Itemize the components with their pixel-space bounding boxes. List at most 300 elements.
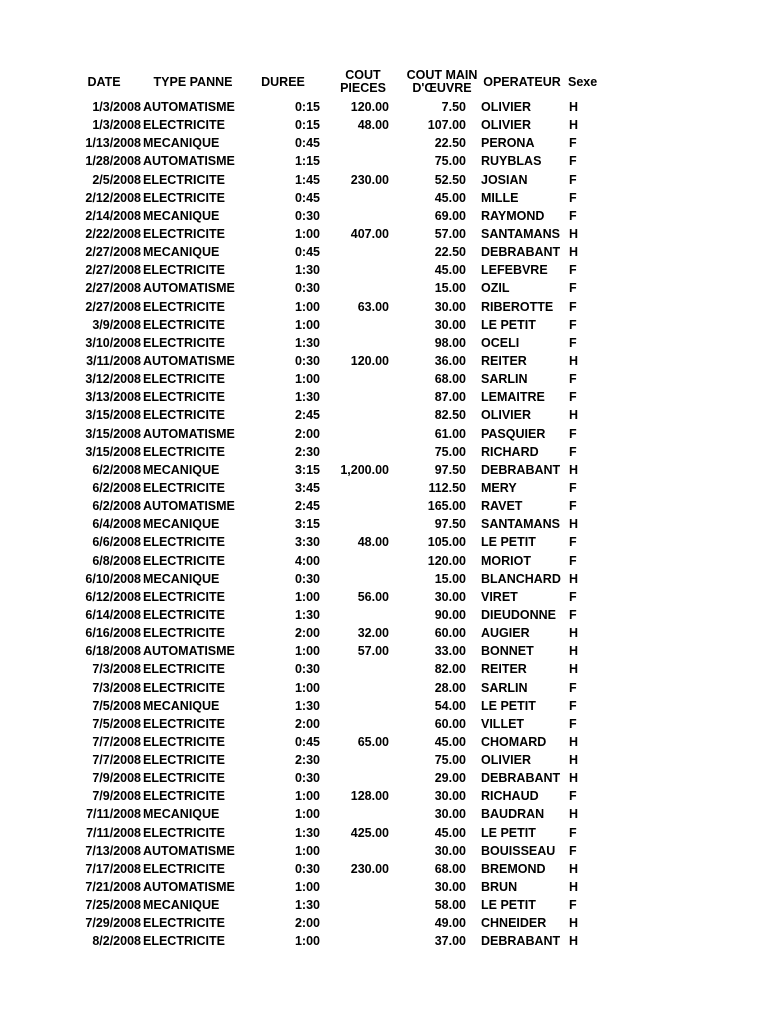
- cell-sexe: F: [569, 589, 577, 604]
- cell-duree: 1:30: [294, 898, 320, 913]
- cell-duree: 1:00: [294, 589, 320, 604]
- cell-sexe: H: [569, 626, 579, 641]
- cell-duree: 0:30: [294, 208, 320, 223]
- cell-duree: 2:00: [294, 426, 320, 441]
- cell-sexe: F: [569, 553, 577, 568]
- table-row: [0, 624, 768, 642]
- cell-cout-main-oeuvre: 90.00: [434, 607, 466, 622]
- cell-type-panne: ELECTRICITE: [143, 589, 225, 604]
- cell-sexe: F: [569, 499, 577, 514]
- cell-duree: 0:15: [294, 118, 320, 133]
- cell-duree: 1:30: [294, 825, 320, 840]
- cell-operateur: RIBEROTTE: [481, 299, 554, 314]
- cell-date: 2/27/2008: [85, 263, 141, 278]
- cell-date: 7/9/2008: [92, 789, 141, 804]
- cell-date: 7/3/2008: [92, 680, 141, 695]
- cell-cout-main-oeuvre: 30.00: [434, 589, 466, 604]
- cell-cout-pieces: 425.00: [350, 825, 389, 840]
- table-row: [0, 497, 768, 515]
- cell-operateur: LEFEBVRE: [481, 263, 548, 278]
- cell-operateur: REITER: [481, 353, 527, 368]
- cell-operateur: RICHAUD: [481, 789, 539, 804]
- cell-date: 3/15/2008: [85, 444, 141, 459]
- cell-duree: 2:30: [294, 753, 320, 768]
- cell-type-panne: MECANIQUE: [143, 807, 220, 822]
- cell-duree: 0:30: [294, 353, 320, 368]
- table-row: [0, 715, 768, 733]
- cell-type-panne: ELECTRICITE: [143, 335, 225, 350]
- cell-operateur: SARLIN: [481, 372, 528, 387]
- cell-cout-main-oeuvre: 28.00: [434, 680, 466, 695]
- header-operateur: OPERATEUR: [483, 74, 561, 89]
- cell-cout-main-oeuvre: 68.00: [434, 372, 466, 387]
- cell-cout-main-oeuvre: 49.00: [434, 916, 466, 931]
- cell-operateur: VIRET: [481, 589, 518, 604]
- table-row: [0, 896, 768, 914]
- cell-cout-pieces: 128.00: [350, 789, 389, 804]
- data-table-body: [0, 98, 768, 951]
- cell-cout-main-oeuvre: 30.00: [434, 880, 466, 895]
- cell-operateur: BAUDRAN: [481, 807, 545, 822]
- cell-operateur: CHNEIDER: [481, 916, 547, 931]
- cell-date: 2/14/2008: [85, 208, 141, 223]
- cell-cout-main-oeuvre: 61.00: [434, 426, 466, 441]
- cell-operateur: BREMOND: [481, 861, 546, 876]
- cell-operateur: MORIOT: [481, 553, 531, 568]
- table-row: [0, 207, 768, 225]
- cell-date: 6/2/2008: [92, 499, 141, 514]
- header-date: DATE: [87, 74, 121, 89]
- cell-operateur: LE PETIT: [481, 825, 536, 840]
- cell-duree: 1:00: [294, 644, 320, 659]
- cell-type-panne: AUTOMATISME: [143, 426, 235, 441]
- cell-date: 3/9/2008: [92, 317, 141, 332]
- cell-cout-pieces: 32.00: [357, 626, 389, 641]
- cell-duree: 1:30: [294, 263, 320, 278]
- cell-type-panne: MECANIQUE: [143, 517, 220, 532]
- cell-operateur: BRUN: [481, 880, 518, 895]
- cell-sexe: H: [569, 880, 579, 895]
- cell-sexe: F: [569, 680, 577, 695]
- table-row: [0, 515, 768, 533]
- cell-date: 3/10/2008: [85, 335, 141, 350]
- cell-cout-main-oeuvre: 45.00: [434, 825, 466, 840]
- cell-type-panne: ELECTRICITE: [143, 861, 225, 876]
- cell-sexe: H: [569, 644, 579, 659]
- cell-date: 2/22/2008: [85, 226, 141, 241]
- cell-type-panne: AUTOMATISME: [143, 880, 235, 895]
- table-row: [0, 588, 768, 606]
- cell-type-panne: ELECTRICITE: [143, 916, 225, 931]
- cell-type-panne: ELECTRICITE: [143, 680, 225, 695]
- cell-type-panne: AUTOMATISME: [143, 644, 235, 659]
- cell-type-panne: ELECTRICITE: [143, 190, 225, 205]
- cell-sexe: H: [569, 916, 579, 931]
- cell-operateur: RUYBLAS: [481, 154, 542, 169]
- cell-date: 7/9/2008: [92, 771, 141, 786]
- cell-duree: 2:00: [294, 716, 320, 731]
- cell-duree: 1:00: [294, 226, 320, 241]
- cell-type-panne: ELECTRICITE: [143, 317, 225, 332]
- table-row: [0, 697, 768, 715]
- cell-operateur: BLANCHARD: [481, 571, 561, 586]
- header-cout-main-oeuvre: COUT MAIN D'ŒUVRE: [406, 68, 478, 95]
- cell-duree: 0:30: [294, 662, 320, 677]
- cell-type-panne: ELECTRICITE: [143, 372, 225, 387]
- cell-duree: 1:00: [294, 807, 320, 822]
- cell-operateur: BONNET: [481, 644, 534, 659]
- table-row: [0, 751, 768, 769]
- cell-cout-main-oeuvre: 165.00: [427, 499, 466, 514]
- cell-operateur: PERONA: [481, 136, 535, 151]
- table-row: [0, 642, 768, 660]
- cell-sexe: H: [569, 462, 579, 477]
- cell-duree: 2:00: [294, 916, 320, 931]
- cell-cout-pieces: 230.00: [350, 172, 389, 187]
- cell-cout-pieces: 120.00: [350, 353, 389, 368]
- table-row: [0, 479, 768, 497]
- cell-type-panne: MECANIQUE: [143, 462, 220, 477]
- table-row: [0, 171, 768, 189]
- cell-duree: 1:00: [294, 789, 320, 804]
- cell-duree: 1:00: [294, 680, 320, 695]
- cell-duree: 3:30: [294, 535, 320, 550]
- cell-date: 6/4/2008: [92, 517, 141, 532]
- cell-cout-main-oeuvre: 15.00: [434, 281, 466, 296]
- cell-type-panne: ELECTRICITE: [143, 789, 225, 804]
- cell-cout-main-oeuvre: 69.00: [434, 208, 466, 223]
- cell-cout-main-oeuvre: 37.00: [434, 934, 466, 949]
- cell-date: 6/2/2008: [92, 462, 141, 477]
- cell-date: 7/11/2008: [86, 825, 141, 840]
- cell-date: 3/15/2008: [85, 408, 141, 423]
- cell-operateur: DIEUDONNE: [481, 607, 557, 622]
- cell-duree: 1:30: [294, 335, 320, 350]
- cell-cout-main-oeuvre: 45.00: [434, 734, 466, 749]
- cell-date: 8/2/2008: [92, 934, 141, 949]
- cell-cout-main-oeuvre: 33.00: [434, 644, 466, 659]
- cell-sexe: F: [569, 390, 577, 405]
- cell-cout-main-oeuvre: 54.00: [434, 698, 466, 713]
- cell-sexe: H: [569, 753, 579, 768]
- cell-date: 7/13/2008: [85, 843, 141, 858]
- cell-operateur: DEBRABANT: [481, 934, 561, 949]
- cell-date: 6/8/2008: [92, 553, 141, 568]
- cell-cout-pieces: 63.00: [357, 299, 389, 314]
- header-cout-pieces: COUT PIECES: [340, 68, 386, 95]
- cell-sexe: F: [569, 335, 577, 350]
- cell-cout-main-oeuvre: 97.50: [434, 462, 466, 477]
- cell-type-panne: ELECTRICITE: [143, 118, 225, 133]
- table-row: [0, 443, 768, 461]
- cell-sexe: H: [569, 245, 579, 260]
- cell-type-panne: ELECTRICITE: [143, 172, 225, 187]
- cell-type-panne: ELECTRICITE: [143, 716, 225, 731]
- cell-type-panne: MECANIQUE: [143, 698, 220, 713]
- cell-date: 6/2/2008: [92, 480, 141, 495]
- table-row: [0, 606, 768, 624]
- cell-duree: 3:15: [294, 462, 320, 477]
- table-row: [0, 787, 768, 805]
- table-row: [0, 98, 768, 116]
- table-row: [0, 425, 768, 443]
- table-row: [0, 914, 768, 932]
- cell-duree: 1:30: [294, 698, 320, 713]
- cell-operateur: MERY: [481, 480, 517, 495]
- table-row: [0, 406, 768, 424]
- cell-type-panne: AUTOMATISME: [143, 499, 235, 514]
- cell-sexe: F: [569, 263, 577, 278]
- cell-date: 3/13/2008: [85, 390, 141, 405]
- cell-date: 6/14/2008: [85, 607, 141, 622]
- table-row: [0, 860, 768, 878]
- cell-duree: 1:00: [294, 934, 320, 949]
- cell-type-panne: ELECTRICITE: [143, 444, 225, 459]
- cell-type-panne: AUTOMATISME: [143, 281, 235, 296]
- table-row: [0, 116, 768, 134]
- cell-cout-main-oeuvre: 120.00: [427, 553, 466, 568]
- cell-type-panne: AUTOMATISME: [143, 100, 235, 114]
- cell-type-panne: AUTOMATISME: [143, 154, 235, 169]
- cell-operateur: OLIVIER: [481, 408, 532, 423]
- cell-type-panne: AUTOMATISME: [143, 353, 235, 368]
- cell-duree: 0:45: [294, 136, 320, 151]
- cell-operateur: OLIVIER: [481, 100, 532, 114]
- cell-duree: 0:30: [294, 861, 320, 876]
- cell-date: 7/25/2008: [85, 898, 141, 913]
- cell-type-panne: ELECTRICITE: [143, 299, 225, 314]
- cell-operateur: LE PETIT: [481, 317, 536, 332]
- cell-cout-pieces: 56.00: [357, 589, 389, 604]
- cell-sexe: F: [569, 208, 577, 223]
- cell-duree: 1:00: [294, 299, 320, 314]
- cell-type-panne: AUTOMATISME: [143, 843, 235, 858]
- cell-date: 1/13/2008: [85, 136, 141, 151]
- cell-sexe: F: [569, 716, 577, 731]
- cell-duree: 0:45: [294, 734, 320, 749]
- cell-cout-main-oeuvre: 30.00: [434, 299, 466, 314]
- table-row: [0, 552, 768, 570]
- cell-type-panne: ELECTRICITE: [143, 753, 225, 768]
- cell-sexe: F: [569, 317, 577, 332]
- cell-cout-main-oeuvre: 29.00: [434, 771, 466, 786]
- table-row: [0, 842, 768, 860]
- table-row: [0, 878, 768, 896]
- cell-operateur: REITER: [481, 662, 527, 677]
- cell-type-panne: ELECTRICITE: [143, 825, 225, 840]
- cell-duree: 4:00: [294, 553, 320, 568]
- cell-type-panne: MECANIQUE: [143, 898, 220, 913]
- cell-sexe: H: [569, 662, 579, 677]
- cell-date: 6/10/2008: [85, 571, 141, 586]
- table-row: [0, 533, 768, 551]
- cell-cout-main-oeuvre: 112.50: [428, 480, 466, 495]
- cell-type-panne: ELECTRICITE: [143, 480, 225, 495]
- cell-operateur: RAYMOND: [481, 208, 545, 223]
- cell-duree: 1:00: [294, 372, 320, 387]
- cell-type-panne: ELECTRICITE: [143, 662, 225, 677]
- cell-cout-main-oeuvre: 82.50: [434, 408, 466, 423]
- cell-duree: 1:00: [294, 317, 320, 332]
- table-row: [0, 370, 768, 388]
- cell-date: 7/7/2008: [92, 753, 141, 768]
- cell-operateur: PASQUIER: [481, 426, 546, 441]
- table-row: [0, 932, 768, 950]
- table-row: [0, 279, 768, 297]
- cell-cout-main-oeuvre: 15.00: [434, 571, 466, 586]
- cell-date: 1/3/2008: [92, 118, 141, 133]
- cell-cout-main-oeuvre: 7.50: [441, 100, 466, 114]
- cell-cout-main-oeuvre: 82.00: [434, 662, 466, 677]
- cell-sexe: F: [569, 154, 577, 169]
- cell-date: 2/12/2008: [85, 190, 141, 205]
- cell-sexe: H: [569, 571, 579, 586]
- table-row: [0, 225, 768, 243]
- table-row: [0, 660, 768, 678]
- cell-type-panne: ELECTRICITE: [143, 553, 225, 568]
- cell-sexe: F: [569, 136, 577, 151]
- table-row: [0, 261, 768, 279]
- cell-sexe: H: [569, 100, 579, 114]
- cell-type-panne: ELECTRICITE: [143, 535, 225, 550]
- table-row: [0, 134, 768, 152]
- cell-date: 6/6/2008: [92, 535, 141, 550]
- cell-date: 7/11/2008: [86, 807, 141, 822]
- table-row: [0, 316, 768, 334]
- cell-duree: 2:45: [294, 499, 320, 514]
- cell-cout-main-oeuvre: 45.00: [434, 263, 466, 278]
- table-row: [0, 352, 768, 370]
- cell-type-panne: MECANIQUE: [143, 136, 220, 151]
- cell-operateur: AUGIER: [481, 626, 530, 641]
- cell-cout-pieces: 57.00: [357, 644, 389, 659]
- table-row: [0, 243, 768, 261]
- cell-operateur: SANTAMANS: [481, 517, 560, 532]
- cell-operateur: OLIVIER: [481, 753, 532, 768]
- cell-date: 6/18/2008: [85, 644, 141, 659]
- cell-type-panne: ELECTRICITE: [143, 263, 225, 278]
- header-type-panne: TYPE PANNE: [153, 74, 233, 89]
- cell-date: 3/11/2008: [86, 353, 141, 368]
- table-row: [0, 824, 768, 842]
- cell-operateur: JOSIAN: [481, 172, 528, 187]
- cell-type-panne: MECANIQUE: [143, 208, 220, 223]
- cell-operateur: MILLE: [481, 190, 519, 205]
- cell-cout-main-oeuvre: 22.50: [434, 136, 466, 151]
- cell-date: 2/27/2008: [85, 299, 141, 314]
- table-row: [0, 679, 768, 697]
- cell-cout-main-oeuvre: 75.00: [434, 444, 466, 459]
- cell-cout-main-oeuvre: 107.00: [427, 118, 466, 133]
- cell-sexe: H: [569, 226, 579, 241]
- cell-date: 7/21/2008: [85, 880, 141, 895]
- cell-operateur: OLIVIER: [481, 118, 532, 133]
- cell-cout-main-oeuvre: 68.00: [434, 861, 466, 876]
- cell-duree: 0:45: [294, 245, 320, 260]
- cell-cout-pieces: 1,200.00: [340, 462, 389, 477]
- cell-date: 1/28/2008: [85, 154, 141, 169]
- cell-duree: 2:45: [294, 408, 320, 423]
- cell-operateur: VILLET: [481, 716, 525, 731]
- cell-duree: 2:00: [294, 626, 320, 641]
- cell-date: 3/15/2008: [85, 426, 141, 441]
- cell-operateur: DEBRABANT: [481, 771, 561, 786]
- cell-duree: 1:30: [294, 390, 320, 405]
- cell-operateur: DEBRABANT: [481, 245, 561, 260]
- cell-duree: 1:00: [294, 843, 320, 858]
- cell-type-panne: ELECTRICITE: [143, 390, 225, 405]
- header-sexe: Sexe: [568, 74, 598, 89]
- cell-operateur: RICHARD: [481, 444, 539, 459]
- cell-sexe: H: [569, 408, 579, 423]
- cell-date: 7/5/2008: [92, 698, 141, 713]
- table-row: [0, 189, 768, 207]
- cell-date: 7/5/2008: [92, 716, 141, 731]
- cell-operateur: OCELI: [481, 335, 520, 350]
- table-row: [0, 388, 768, 406]
- cell-sexe: H: [569, 771, 579, 786]
- cell-cout-main-oeuvre: 22.50: [434, 245, 466, 260]
- cell-cout-main-oeuvre: 60.00: [434, 716, 466, 731]
- cell-cout-main-oeuvre: 58.00: [434, 898, 466, 913]
- cell-operateur: DEBRABANT: [481, 462, 561, 477]
- cell-operateur: LE PETIT: [481, 535, 536, 550]
- cell-sexe: F: [569, 480, 577, 495]
- cell-type-panne: MECANIQUE: [143, 571, 220, 586]
- cell-duree: 3:45: [294, 480, 320, 495]
- cell-duree: 0:15: [294, 100, 320, 114]
- table-row: [0, 733, 768, 751]
- cell-cout-main-oeuvre: 105.00: [427, 535, 466, 550]
- cell-sexe: F: [569, 843, 577, 858]
- cell-sexe: H: [569, 807, 579, 822]
- header-duree: DUREE: [261, 74, 305, 89]
- cell-sexe: F: [569, 372, 577, 387]
- cell-operateur: BOUISSEAU: [481, 843, 556, 858]
- cell-cout-main-oeuvre: 30.00: [434, 789, 466, 804]
- cell-sexe: F: [569, 190, 577, 205]
- cell-type-panne: ELECTRICITE: [143, 771, 225, 786]
- cell-sexe: F: [569, 172, 577, 187]
- cell-type-panne: ELECTRICITE: [143, 226, 225, 241]
- cell-date: 2/27/2008: [85, 281, 141, 296]
- cell-sexe: H: [569, 734, 579, 749]
- cell-duree: 0:30: [294, 281, 320, 296]
- table-row: [0, 570, 768, 588]
- cell-date: 2/5/2008: [92, 172, 141, 187]
- cell-duree: 1:30: [294, 607, 320, 622]
- cell-sexe: H: [569, 861, 579, 876]
- cell-cout-pieces: 48.00: [357, 118, 389, 133]
- cell-cout-main-oeuvre: 87.00: [434, 390, 466, 405]
- cell-date: 6/12/2008: [85, 589, 141, 604]
- cell-sexe: H: [569, 934, 579, 949]
- cell-cout-pieces: 65.00: [357, 734, 389, 749]
- cell-cout-main-oeuvre: 45.00: [434, 190, 466, 205]
- cell-operateur: OZIL: [481, 281, 510, 296]
- cell-operateur: LE PETIT: [481, 898, 536, 913]
- cell-cout-main-oeuvre: 36.00: [434, 353, 466, 368]
- cell-duree: 2:30: [294, 444, 320, 459]
- cell-type-panne: ELECTRICITE: [143, 934, 225, 949]
- cell-cout-main-oeuvre: 60.00: [434, 626, 466, 641]
- cell-cout-main-oeuvre: 75.00: [434, 753, 466, 768]
- cell-date: 3/12/2008: [85, 372, 141, 387]
- cell-cout-main-oeuvre: 30.00: [434, 317, 466, 332]
- table-row: [0, 805, 768, 823]
- cell-duree: 3:15: [294, 517, 320, 532]
- cell-cout-main-oeuvre: 30.00: [434, 843, 466, 858]
